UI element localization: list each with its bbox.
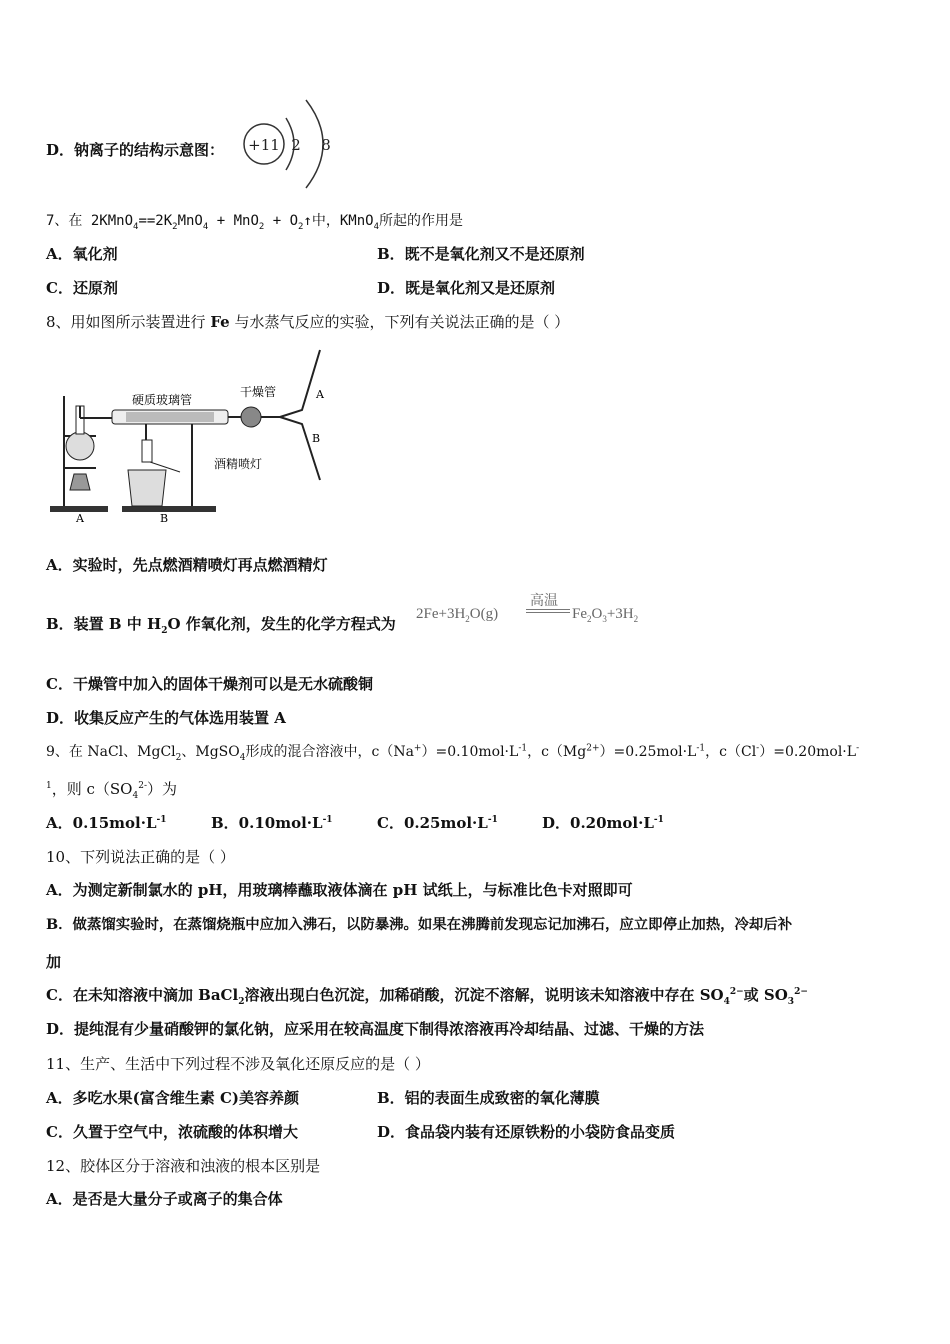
q6-option-d: D．钠离子的结构示意图： xyxy=(46,141,225,159)
q10-option-b-line2: 加 xyxy=(46,953,62,971)
q8-equation: 高温 $2Fe+3H_2O(g)$ $Fe_2O_3+3H_2$ xyxy=(416,594,639,624)
shell-1-electrons: 2 xyxy=(291,136,301,154)
q10-stem: 10、下列说法正确的是（ ） xyxy=(46,848,235,866)
q8-option-d: D．收集反应产生的气体选用装置 A xyxy=(46,709,286,727)
sodium-ion-structure-diagram xyxy=(240,96,340,192)
q10-option-b-line1: B．做蒸馏实验时，在蒸馏烧瓶中应加入沸石，以防暴沸。如果在沸腾前发现忘记加沸石，应立即停止加热，冷却后补 xyxy=(46,916,793,933)
q11-stem: 11、生产、生活中下列过程不涉及氧化还原反应的是（ ） xyxy=(46,1055,430,1073)
q10-option-d: D．提纯混有少量硝酸钾的氯化钠，应采用在较高温度下制得浓溶液再冷却结晶、过滤、干燥的方法 xyxy=(46,1020,705,1038)
label-alcohol-lamp: 酒精喷灯 xyxy=(213,457,263,471)
q12-option-a: A．是否是大量分子或离子的集合体 xyxy=(46,1190,283,1208)
q10-option-c: C．在未知溶液中滴加 BaCl$_2$溶液出现白色沉淀，加稀硝酸，沉淀不溶解，说明该未知溶液中存在 $SO_4^{2-}$或 $SO_3^{2-}$ xyxy=(46,986,808,1007)
q11-option-c: C．久置于空气中，浓硫酸的体积增大 xyxy=(46,1123,298,1141)
q11-option-a: A．多吃水果(富含维生素 C)美容养颜 xyxy=(46,1089,299,1107)
q9-option-d: D．$0.20mol\cdot L^{-1}$ xyxy=(542,814,664,832)
q7-option-a: A．氧化剂 xyxy=(46,245,118,263)
label-tube-b: B xyxy=(312,432,321,445)
q11-option-d: D．食品袋内装有还原铁粉的小袋防食品变质 xyxy=(377,1123,676,1141)
label-hard-glass-tube: 硬质玻璃管 xyxy=(131,393,193,407)
label-drying-tube: 干燥管 xyxy=(239,385,277,399)
label-tube-a: A xyxy=(316,388,324,401)
q9-stem-line2: $^1$，则 $c(SO_4^{2-})$为 xyxy=(46,780,178,801)
q7-option-b: B．既不是氧化剂又不是还原剂 xyxy=(377,245,585,263)
q9-option-a: A．$0.15mol\cdot L^{-1}$ xyxy=(46,814,167,832)
q9-option-c: C．$0.25mol\cdot L^{-1}$ xyxy=(377,814,498,832)
q8-option-c: C．干燥管中加入的固体干燥剂可以是无水硫酸铜 xyxy=(46,675,373,693)
q12-stem: 12、胶体区分于溶液和浊液的根本区别是 xyxy=(46,1157,321,1175)
q9-stem-line1: 9、在 NaCl、MgCl$_2$、MgSO$_4$形成的混合溶液中，$c(Na^+)=0.10mol\cdot L^{-1}$，$c(Mg^{2+})=0.25mol\cdot L^{-1}$，c（Cl-）=0.20mol·L- xyxy=(46,743,860,763)
nucleus-charge: +11 xyxy=(248,136,280,154)
label-b: B xyxy=(159,512,169,525)
q10-option-a: A．为测定新制氯水的 pH，用玻璃棒蘸取液体滴在 pH 试纸上，与标准比色卡对照即可 xyxy=(46,881,633,899)
q7-option-d: D．既是氧化剂又是还原剂 xyxy=(377,279,556,297)
q7-stem: 7、在 $2KMnO_4==2K_2MnO_4 + MnO_2$ + $O_2↑$中，KMnO$_4$所起的作用是 xyxy=(46,213,464,232)
q9-option-b: B．$0.10mol\cdot L^{-1}$ xyxy=(211,814,333,832)
q7-option-c: C．还原剂 xyxy=(46,279,118,297)
q8-option-b: B．装置 B 中 $H_2O$ 作氧化剂，发生的化学方程式为 xyxy=(46,615,396,636)
fe-steam-apparatus-diagram xyxy=(46,340,346,526)
shell-2-electrons: 8 xyxy=(321,136,331,154)
q8-stem: 8、用如图所示装置进行 Fe 与水蒸气反应的实验，下列有关说法正确的是（ ） xyxy=(46,313,570,331)
label-a: A xyxy=(76,512,84,525)
q8-option-a: A．实验时，先点燃酒精喷灯再点燃酒精灯 xyxy=(46,556,328,574)
q11-option-b: B．铝的表面生成致密的氧化薄膜 xyxy=(377,1089,600,1107)
